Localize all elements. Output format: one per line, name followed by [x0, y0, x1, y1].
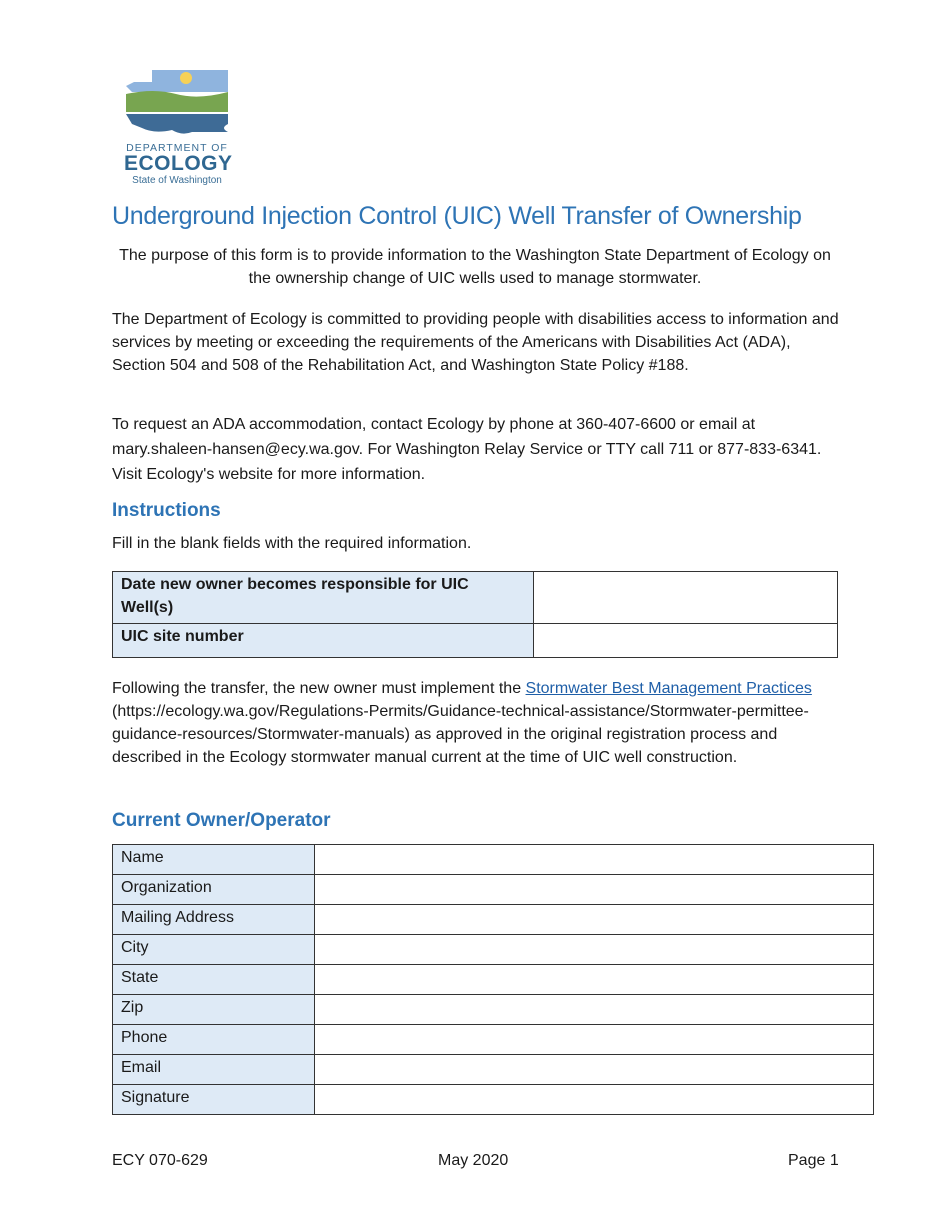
- state-field[interactable]: [315, 965, 874, 995]
- table-row: [113, 875, 874, 905]
- following-prefix: Following the transfer, the new owner must implement the: [112, 680, 526, 697]
- footer-form-number: ECY 070-629: [112, 1152, 208, 1169]
- zip-label: Zip: [113, 995, 315, 1025]
- following-transfer-paragraph: [112, 677, 842, 769]
- table-row: [113, 624, 838, 658]
- instructions-text: Fill in the blank fields with the required information.: [112, 535, 472, 552]
- organization-field[interactable]: [315, 875, 874, 905]
- footer-page-number: Page 1: [788, 1152, 839, 1169]
- zip-field[interactable]: [315, 995, 874, 1025]
- logo-department-text: DEPARTMENT OF: [126, 142, 228, 154]
- email-label: Email: [113, 1055, 315, 1085]
- table-row: [113, 1055, 874, 1085]
- table-row: [113, 845, 874, 875]
- transfer-info-table: [112, 571, 838, 658]
- following-suffix: (https://ecology.wa.gov/Regulations-Permits/Guidance-technical-assistance/Stormwater-permittee-guidance-resources/Stormwater-manuals) as approved in the original registration process and described in the Ecology stormwater manual current at the time of UIC well construction.: [112, 703, 809, 766]
- logo-ecology-text: ECOLOGY: [124, 152, 233, 175]
- washington-state-map-icon: [124, 68, 230, 138]
- logo-state-text: State of Washington: [132, 175, 222, 186]
- email-field[interactable]: [315, 1055, 874, 1085]
- instructions-heading: Instructions: [112, 500, 221, 521]
- current-owner-table: [112, 844, 874, 1115]
- phone-field[interactable]: [315, 1025, 874, 1055]
- ada-paragraph: The Department of Ecology is committed to providing people with disabilities access to information and services by meeting or exceeding the requirements of the Americans with Disabilities Act (ADA), Section 504 and 508 of the Rehabilitation Act, and Washington State Policy #188.: [112, 311, 839, 374]
- table-row: [113, 905, 874, 935]
- mailing-address-field[interactable]: [315, 905, 874, 935]
- page-title: Underground Injection Control (UIC) Well Transfer of Ownership: [112, 202, 802, 230]
- table-row: [113, 995, 874, 1025]
- responsible-date-label: Date new owner becomes responsible for UIC Well(s): [113, 572, 534, 624]
- uic-site-number-label: UIC site number: [113, 624, 534, 658]
- state-label: State: [113, 965, 315, 995]
- footer-date: May 2020: [438, 1152, 509, 1169]
- signature-label: Signature: [113, 1085, 315, 1115]
- phone-label: Phone: [113, 1025, 315, 1055]
- city-label: City: [113, 935, 315, 965]
- name-field[interactable]: [315, 845, 874, 875]
- current-owner-heading: Current Owner/Operator: [112, 810, 331, 831]
- organization-label: Organization: [113, 875, 315, 905]
- mailing-address-label: Mailing Address: [113, 905, 315, 935]
- responsible-date-field[interactable]: [534, 572, 838, 624]
- purpose-text: The purpose of this form is to provide information to the Washington State Department of Ecology on the ownership change of UIC wells used to manage stormwater.: [119, 247, 831, 287]
- signature-field[interactable]: [315, 1085, 874, 1115]
- ada-request-paragraph: To request an ADA accommodation, contact Ecology by phone at 360-407-6600 or email at mary.shaleen-hansen@ecy.wa.gov. For Washington Relay Service or TTY call 711 or 877-833-6341. Visit Ecology's website for more information.: [112, 416, 822, 483]
- uic-site-number-field[interactable]: [534, 624, 838, 658]
- stormwater-bmp-link[interactable]: Stormwater Best Management Practices: [525, 680, 812, 697]
- table-row: [113, 572, 838, 624]
- city-field[interactable]: [315, 935, 874, 965]
- table-row: [113, 1025, 874, 1055]
- table-row: [113, 1085, 874, 1115]
- ecology-logo: [124, 68, 233, 186]
- name-label: Name: [113, 845, 315, 875]
- table-row: [113, 935, 874, 965]
- table-row: [113, 965, 874, 995]
